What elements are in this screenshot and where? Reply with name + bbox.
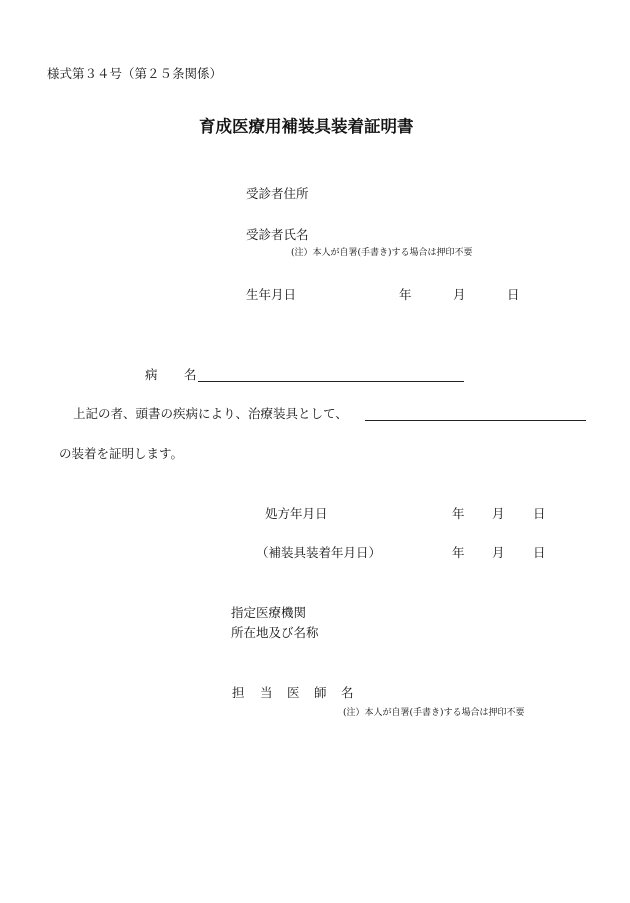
disease-label-1: 病 (145, 367, 158, 382)
patient-signature-note: (注）本人が自署(手書き)する場合は押印不要 (291, 248, 473, 258)
birthdate-label: 生年月日 (246, 287, 297, 302)
birthdate-year: 年 (399, 287, 412, 302)
fitting-year: 年 (452, 545, 465, 560)
patient-name-label: 受診者氏名 (246, 227, 309, 242)
doctor-label-char-4: 師 (314, 685, 327, 700)
statement-line-2: の装着を証明します。 (59, 446, 184, 461)
birthdate-month: 月 (453, 287, 466, 302)
patient-address-label: 受診者住所 (246, 186, 309, 201)
document-title: 育成医療用補装具装着証明書 (199, 117, 414, 136)
fitting-date-label: （補装具装着年月日） (256, 545, 382, 560)
form-number: 様式第３４号（第２５条関係） (47, 66, 223, 81)
disease-name-blank[interactable] (198, 381, 464, 382)
prescription-month: 月 (492, 506, 505, 521)
prescription-year: 年 (452, 506, 465, 521)
institution-address-name-label: 所在地及び名称 (231, 625, 319, 640)
device-name-blank[interactable] (365, 420, 586, 421)
fitting-month: 月 (492, 545, 505, 560)
doctor-label-char-5: 名 (341, 685, 354, 700)
disease-label-2: 名 (184, 367, 197, 382)
doctor-label-char-2: 当 (260, 685, 273, 700)
prescription-day: 日 (533, 506, 546, 521)
statement-line-1: 上記の者、頭書の疾病により、治療装具として、 (73, 406, 348, 421)
fitting-day: 日 (533, 545, 546, 560)
institution-label: 指定医療機関 (231, 605, 307, 620)
doctor-label-char-3: 医 (287, 685, 300, 700)
doctor-signature-note: (注）本人が自署(手書き)する場合は押印不要 (343, 708, 525, 718)
prescription-date-label: 処方年月日 (265, 506, 328, 521)
birthdate-day: 日 (507, 287, 520, 302)
doctor-label-char-1: 担 (232, 685, 245, 700)
